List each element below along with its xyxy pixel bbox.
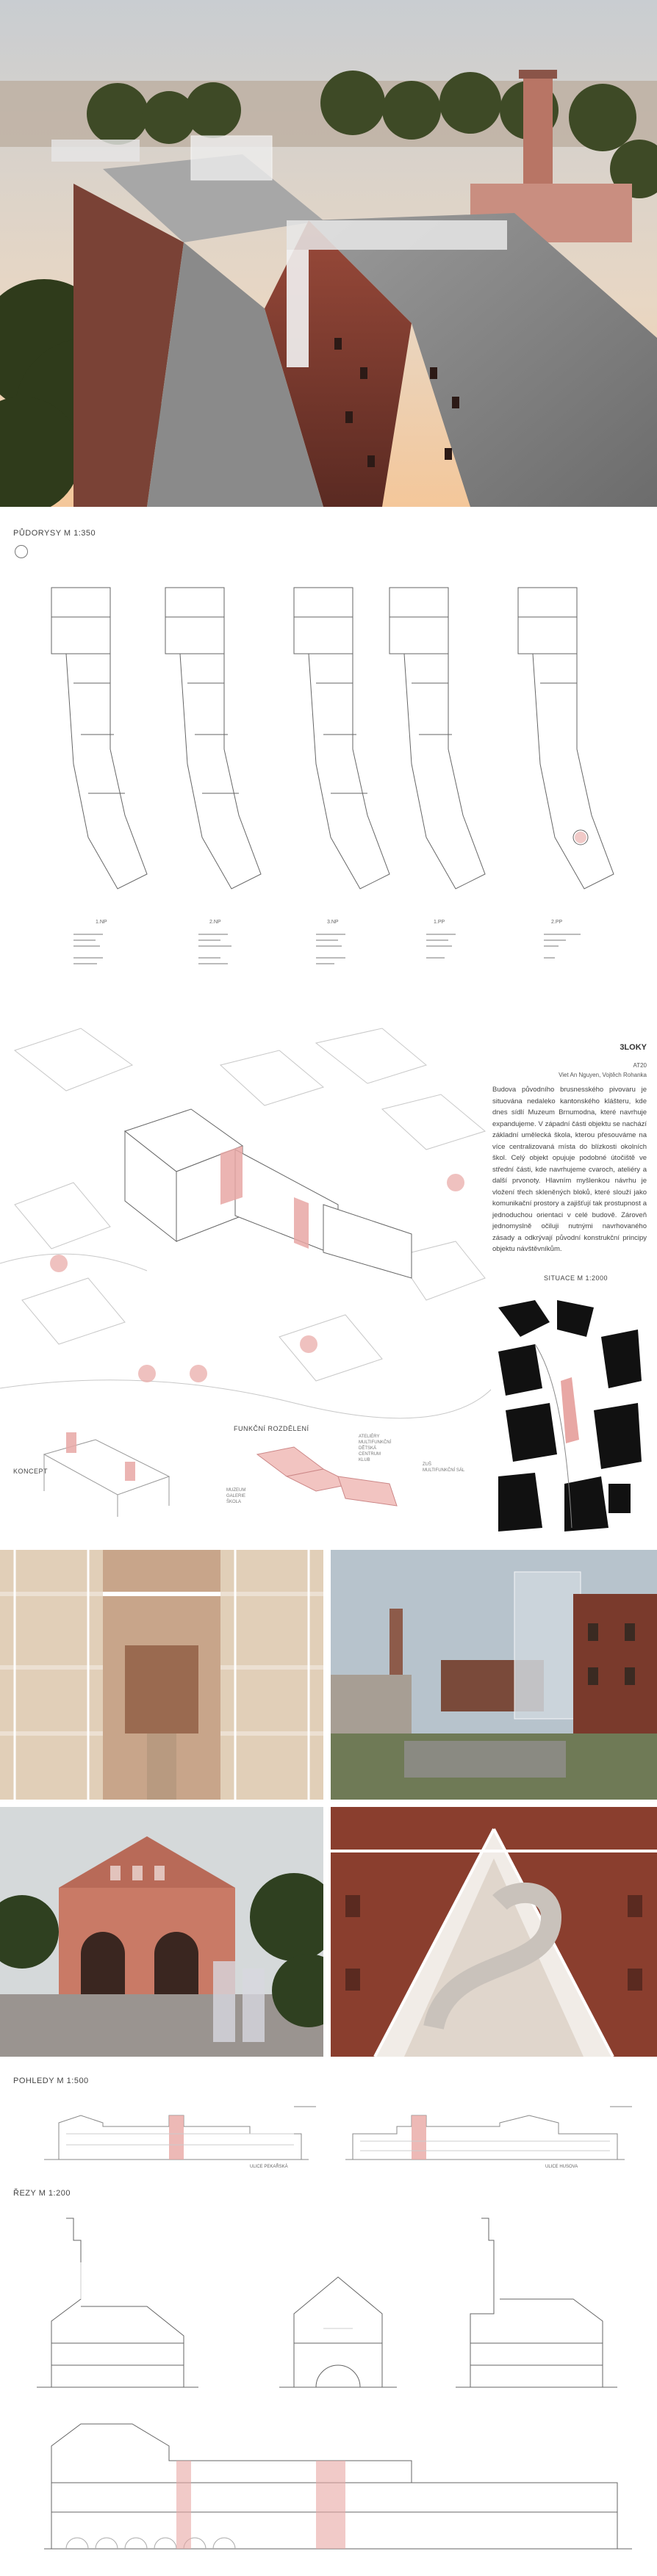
north-arrow-icon	[15, 545, 28, 558]
hero-render	[0, 0, 657, 507]
authors-line: Viet An Nguyen, Vojtěch Rohanka	[559, 1072, 647, 1078]
sections-title: ŘEZY M 1:200	[13, 2189, 71, 2198]
elevations-title: POHLEDY M 1:500	[13, 2077, 89, 2085]
plan-1pp	[389, 588, 485, 889]
functional-label: FUNKČNÍ ROZDĚLENÍ	[234, 1425, 309, 1432]
concept-diagram	[37, 1425, 184, 1520]
axonometric-drawing	[0, 1021, 492, 1432]
render-interior-atrium	[0, 1550, 323, 1800]
concept-text-panel	[492, 1043, 647, 1255]
render-exterior-street	[0, 1807, 323, 2057]
hero-render-image	[0, 0, 657, 507]
plan-2np	[165, 588, 261, 889]
concept-label: KONCEPT	[13, 1468, 49, 1475]
functional-items-right: ATELIÉRY MULTIFUNKČNÍ DĚTSKÁ CENTRUM KLUB	[359, 1435, 392, 1462]
project-heading: 3LOKY	[620, 1043, 647, 1052]
render-courtyard	[331, 1550, 657, 1800]
render-interior-staircase	[331, 1807, 657, 2057]
situation-title: SITUACE M 1:2000	[544, 1274, 608, 1282]
plan-1np	[51, 588, 147, 889]
elevation-right-caption: ULICE HUSOVA	[545, 2165, 578, 2169]
plan-label-2: 2.NP	[209, 920, 221, 925]
studio-label: AT20	[633, 1062, 647, 1069]
situation-map	[491, 1293, 645, 1535]
floor-plans-drawing	[0, 573, 657, 903]
plan-label-3: 3.NP	[327, 920, 339, 925]
plan-3np	[294, 588, 389, 889]
plan-2pp	[518, 588, 614, 889]
sections-drawing	[0, 2204, 657, 2571]
project-description: Budova původního brusnesského pivovaru je situována nedaleko kantonského klášteru, kde dnes sídlí Muzeum Brnumodna, které navrhuje expandujeme. V západní části objektu se nachází základní umělecká škola, kterou přesouváme na více centralizovaná místa do blízkosti okolních škol. Celý objekt opujuje podobné útočiště ve střední části, kde navrhujeme cvaroch, ateliéry a další prvonoty. Hlavním myšlenkou návrhu je vložení třech skleněných bloků, které slouží jako komunikační prostory a zajišťují tak prostupnost a jednoduchou orientaci v celé budově. Zároveň jednomyslně očiluji nutnými navrhovaného zásady a odkrývají původní konstrukční principy objektu návštěvníkům.	[492, 1086, 647, 1253]
plans-legend	[73, 931, 617, 975]
functional-items-left: MUZEUM GALERIE ŠKOLA	[226, 1488, 246, 1504]
plan-label-4: 1.PP	[434, 920, 445, 925]
plans-title: PŮDORYSY M 1:350	[13, 529, 96, 538]
elevation-left-caption: ULICE PEKAŘSKÁ	[250, 2165, 288, 2169]
functional-items-far: ZUŠ MULTIFUNKČNÍ SÁL	[423, 1462, 465, 1473]
plan-label-5: 2.PP	[551, 920, 563, 925]
elevations-drawing	[0, 2093, 657, 2174]
plan-label-1: 1.NP	[96, 920, 107, 925]
